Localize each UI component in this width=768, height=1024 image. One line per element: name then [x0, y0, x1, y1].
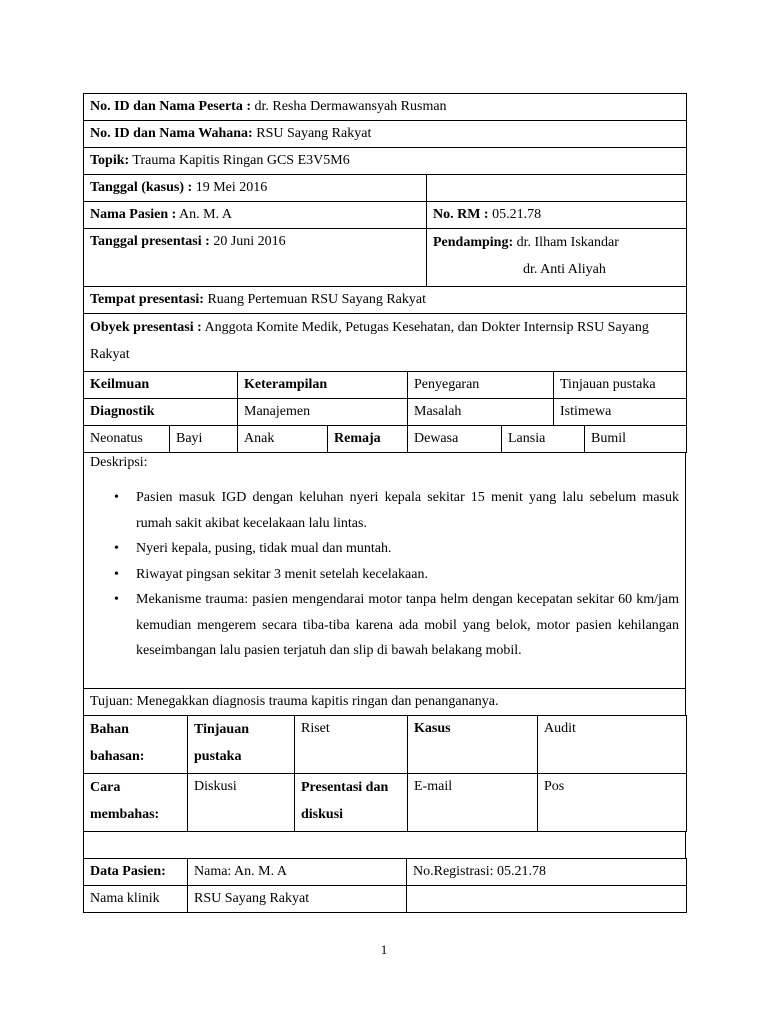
tujuan-row: Tujuan: Menegakkan diagnosis trauma kapitis ringan dan penangananya. [84, 689, 686, 716]
cat-bayi: Bayi [176, 431, 203, 446]
bahan-kasus: Kasus [414, 721, 451, 736]
deskripsi-cell [84, 453, 686, 689]
tempat-row: Tempat presentasi: Ruang Pertemuan RSU Sayang Rakyat [84, 287, 687, 314]
nama-klinik-value: RSU Sayang Rakyat [194, 891, 310, 906]
cara-presentasi: Presentasi dan diskusi [301, 780, 389, 822]
cat-neonatus: Neonatus [90, 431, 143, 446]
data-pasien-table [83, 858, 687, 913]
cat-remaja: Remaja [334, 431, 381, 446]
cara-diskusi: Diskusi [194, 779, 237, 794]
obyek-row: Obyek presentasi : Anggota Komite Medik, Petugas Kesehatan, dan Dokter Internsip RSU Sayang Rakyat [84, 314, 687, 372]
data-pasien-registrasi: No.Registrasi: 05.21.78 [413, 864, 546, 879]
cat-keterampilan: Keterampilan [244, 377, 328, 392]
empty-row [84, 832, 686, 859]
cat-dewasa: Dewasa [414, 431, 459, 446]
empty-cell [427, 175, 687, 202]
header-table [83, 93, 687, 372]
no-rm: No. RM : 05.21.78 [427, 202, 687, 229]
deskripsi-item: • Mekanisme trauma: pasien mengendarai motor tanpa helm dengan kecepatan sekitar 60 km/jam kemudian mengerem secara tiba-tiba karena ada mobil yang belok, motor pasien kehilangan keseimbangan lalu pasien terjatuh dan slip di bawah belakang mobil. [136, 587, 679, 664]
category-table [83, 371, 687, 453]
bahan-audit: Audit [544, 721, 576, 736]
peserta-row: No. ID dan Nama Peserta : dr. Resha Dermawansyah Rusman [84, 94, 687, 121]
topik-row: Topik: Trauma Kapitis Ringan GCS E3V5M6 [84, 148, 687, 175]
cat-bumil: Bumil [591, 431, 627, 446]
cat-lansia: Lansia [508, 431, 546, 446]
cat-diagnostik: Diagnostik [90, 404, 155, 419]
tanggal-presentasi: Tanggal presentasi : 20 Juni 2016 [84, 229, 427, 287]
cat-anak: Anak [244, 431, 275, 446]
data-pasien-label: Data Pasien: [90, 864, 166, 879]
pendamping: Pendamping: dr. Ilham Iskandar dr. Anti Aliyah [427, 229, 687, 287]
nama-klinik-label: Nama klinik [90, 891, 160, 906]
cara-pos: Pos [544, 779, 565, 794]
deskripsi-item: • Nyeri kepala, pusing, tidak mual dan muntah. [136, 536, 679, 562]
description-table [83, 452, 686, 716]
bahan-tinjauan: Tinjauan pustaka [194, 722, 249, 764]
bahan-table [83, 715, 687, 832]
cat-tinjauan-pustaka: Tinjauan pustaka [560, 377, 656, 392]
portfolio-form [83, 93, 686, 913]
bahan-label: Bahan bahasan: [90, 722, 145, 764]
nama-pasien: Nama Pasien : An. M. A [84, 202, 427, 229]
deskripsi-item: • Riwayat pingsan sekitar 3 menit setelah kecelakaan. [136, 562, 679, 588]
cat-masalah: Masalah [414, 404, 462, 419]
bahan-riset: Riset [301, 721, 330, 736]
cat-manajemen: Manajemen [244, 404, 311, 419]
wahana-row: No. ID dan Nama Wahana: RSU Sayang Rakyat [84, 121, 687, 148]
deskripsi-label: Deskripsi: [90, 455, 148, 470]
data-pasien-nama: Nama: An. M. A [194, 864, 287, 879]
tanggal-kasus: Tanggal (kasus) : 19 Mei 2016 [84, 175, 427, 202]
cara-label: Cara membahas: [90, 780, 160, 822]
page-number: 1 [380, 942, 388, 957]
cat-istimewa: Istimewa [560, 404, 612, 419]
spacer-table [83, 831, 686, 859]
cat-keilmuan: Keilmuan [90, 377, 150, 392]
cara-email: E-mail [414, 779, 453, 794]
empty-cell [407, 886, 687, 913]
deskripsi-item: • Pasien masuk IGD dengan keluhan nyeri kepala sekitar 15 menit yang lalu sebelum masuk rumah sakit akibat kecelakaan lalu lintas. [136, 485, 679, 536]
cat-penyegaran: Penyegaran [414, 377, 480, 392]
deskripsi-list [90, 485, 679, 664]
